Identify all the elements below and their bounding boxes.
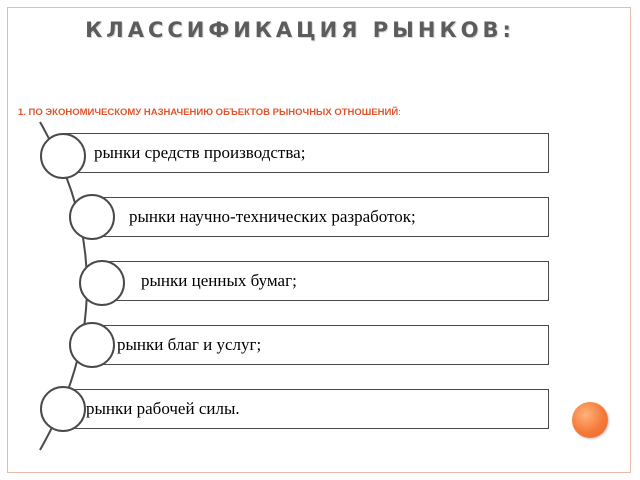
subtitle-text: 1. ПО ЭКОНОМИЧЕСКОМУ НАЗНАЧЕНИЮ ОБЪЕКТОВ РЫНОЧНЫХ ОТНОШЕНИЙ [18, 107, 399, 118]
slide-title: КЛАССИФИКАЦИЯ РЫНКОВ: [85, 18, 515, 42]
list-item-label-2: рынки научно-технических разработок; [129, 207, 416, 226]
list-item-bullet-3 [79, 260, 125, 306]
list-item-box-3 [104, 261, 549, 301]
list-item-bullet-4 [69, 322, 115, 368]
list-item-bullet-1 [40, 133, 86, 179]
list-item-bullet-2 [69, 194, 115, 240]
list-item-label-3: рынки ценных бумаг; [141, 271, 297, 290]
list-item-bullet-5 [40, 386, 86, 432]
list-item-label-1: рынки средств производства; [94, 143, 306, 162]
list-item-box-2 [94, 197, 549, 237]
list-item-label-4: рынки благ и услуг; [117, 335, 262, 354]
subtitle-colon: : [398, 107, 401, 118]
list-item-box-5 [63, 389, 549, 429]
list-item-label-5: рынки рабочей силы. [86, 399, 240, 418]
list-item-box-1 [63, 133, 549, 173]
list-item-box-4 [94, 325, 549, 365]
accent-dot [572, 402, 608, 438]
